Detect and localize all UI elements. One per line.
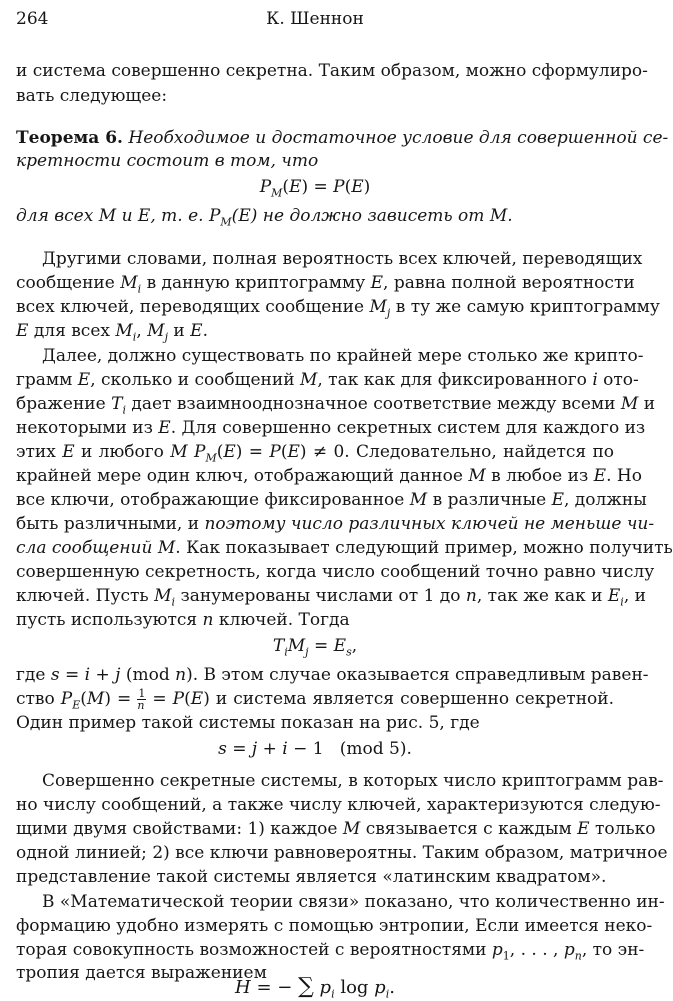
paragraph-3-line-13: где s = i + j (mod n). В этом случае оказывается справедливым равен- (16, 665, 649, 685)
paragraph-4-line-3: щими двумя свойствами: 1) каждое M связывается с каждым E только (16, 819, 656, 839)
paragraph-5-line-4: тропия дается выражением (16, 963, 267, 983)
paragraph-4-line-1: Совершенно секретные системы, в которых число криптограмм рав- (42, 771, 664, 791)
paragraph-2-line-1: Другими словами, полная вероятность всех ключей, переводящих (42, 249, 643, 269)
formula-tm: $T_iM_j = E_s$, (272, 636, 358, 659)
running-title: К. Шеннон (266, 9, 364, 29)
paragraph-1-line-2: вать следующее: (16, 86, 168, 106)
paragraph-3-line-4: некоторыми из E. Для совершенно секретных систем для каждого из (16, 418, 646, 438)
paragraph-3-line-1: Далее, должно существовать по крайней мере столько же крипто- (42, 346, 644, 366)
paragraph-3-line-5: этих E и любого M $P_M(E) = P(E) \ne 0$. Следовательно, найдется по (16, 442, 615, 465)
formula-mod5: s = j + i − 1 (mod 5). (218, 739, 412, 759)
paragraph-3-line-2: грамм E, сколько и сообщений M, так как для фиксированного i ото- (16, 370, 639, 390)
paragraph-4-line-2: но числу сообщений, а также числу ключей, характеризуются следую- (16, 795, 661, 815)
theorem-label: Теорема 6. (16, 128, 123, 148)
paragraph-2-line-3: всех ключей, переводящих сообщение $M_j$ в ту же самую криптограмму (16, 297, 660, 320)
fraction-one-over-n: $\frac{1}{n}$ (137, 687, 146, 712)
paragraph-2-line-4: E для всех $M_i$, $M_j$ и E. (16, 321, 208, 344)
paragraph-5-line-3: торая совокупность возможностей с вероятностями $p_1$, . . . , $p_n$, то эн- (16, 940, 645, 963)
paragraph-3-line-14: ство $P_E(M)$ = $\frac{1}{n}$ = P(E) и система является совершенно секретной. (16, 687, 615, 712)
theorem-line-1: Теорема 6. Необходимое и достаточное условие для совершенной се- (16, 128, 669, 148)
paragraph-1-line-1: и система совершенно секретна. Таким образом, можно сформулиро- (16, 61, 648, 81)
paragraph-3-line-9: сла сообщений M. Как показывает следующий пример, можно получить (16, 538, 673, 558)
paragraph-5-line-2: формацию удобно измерять с помощью энтропии, Если имеется неко- (16, 916, 653, 936)
paragraph-3-line-7: все ключи, отображающие фиксированное M в различные E, должны (16, 490, 647, 510)
paragraph-3-line-15: Один пример такой системы показан на рис. 5, где (16, 713, 480, 733)
paragraph-2-line-2: сообщение $M_i$ в данную криптограмму E, равна полной вероятности (16, 273, 635, 296)
paragraph-5-line-1: В «Математической теории связи» показано, что количественно ин- (42, 892, 665, 912)
paragraph-3-line-3: бражение $T_i$ дает взаимнооднозначное соответствие между всеми M и (16, 394, 656, 417)
paragraph-4-line-4: одной линией; 2) все ключи равновероятны. Таким образом, матричное (16, 843, 668, 863)
theorem-line-3: для всех M и E, т. е. $P_M(E)$ не должно зависеть от M. (16, 206, 513, 229)
theorem-formula: $P_M(E) = P(E)$ (259, 177, 371, 200)
paragraph-3-line-6: крайней мере один ключ, отображающий данное M в любое из E. Но (16, 466, 642, 486)
paragraph-3-line-12: пусть используются n ключей. Тогда (16, 610, 350, 630)
page-number: 264 (16, 9, 49, 29)
formula-entropy: H = − ∑ $p_i$ $\log p_i$. (235, 974, 395, 1001)
paragraph-3-line-10: совершенную секретность, когда число сообщений точно равно числу (16, 562, 655, 582)
paragraph-3-line-8: быть различными, и поэтому число различных ключей не меньше чи- (16, 514, 655, 534)
theorem-line-2: кретности состоит в том, что (16, 151, 319, 171)
paragraph-3-line-11: ключей. Пусть $M_i$ занумерованы числами от 1 до n, так же как и $E_i$, и (16, 586, 646, 609)
paragraph-4-line-5: представление такой системы является «латинским квадратом». (16, 867, 607, 887)
